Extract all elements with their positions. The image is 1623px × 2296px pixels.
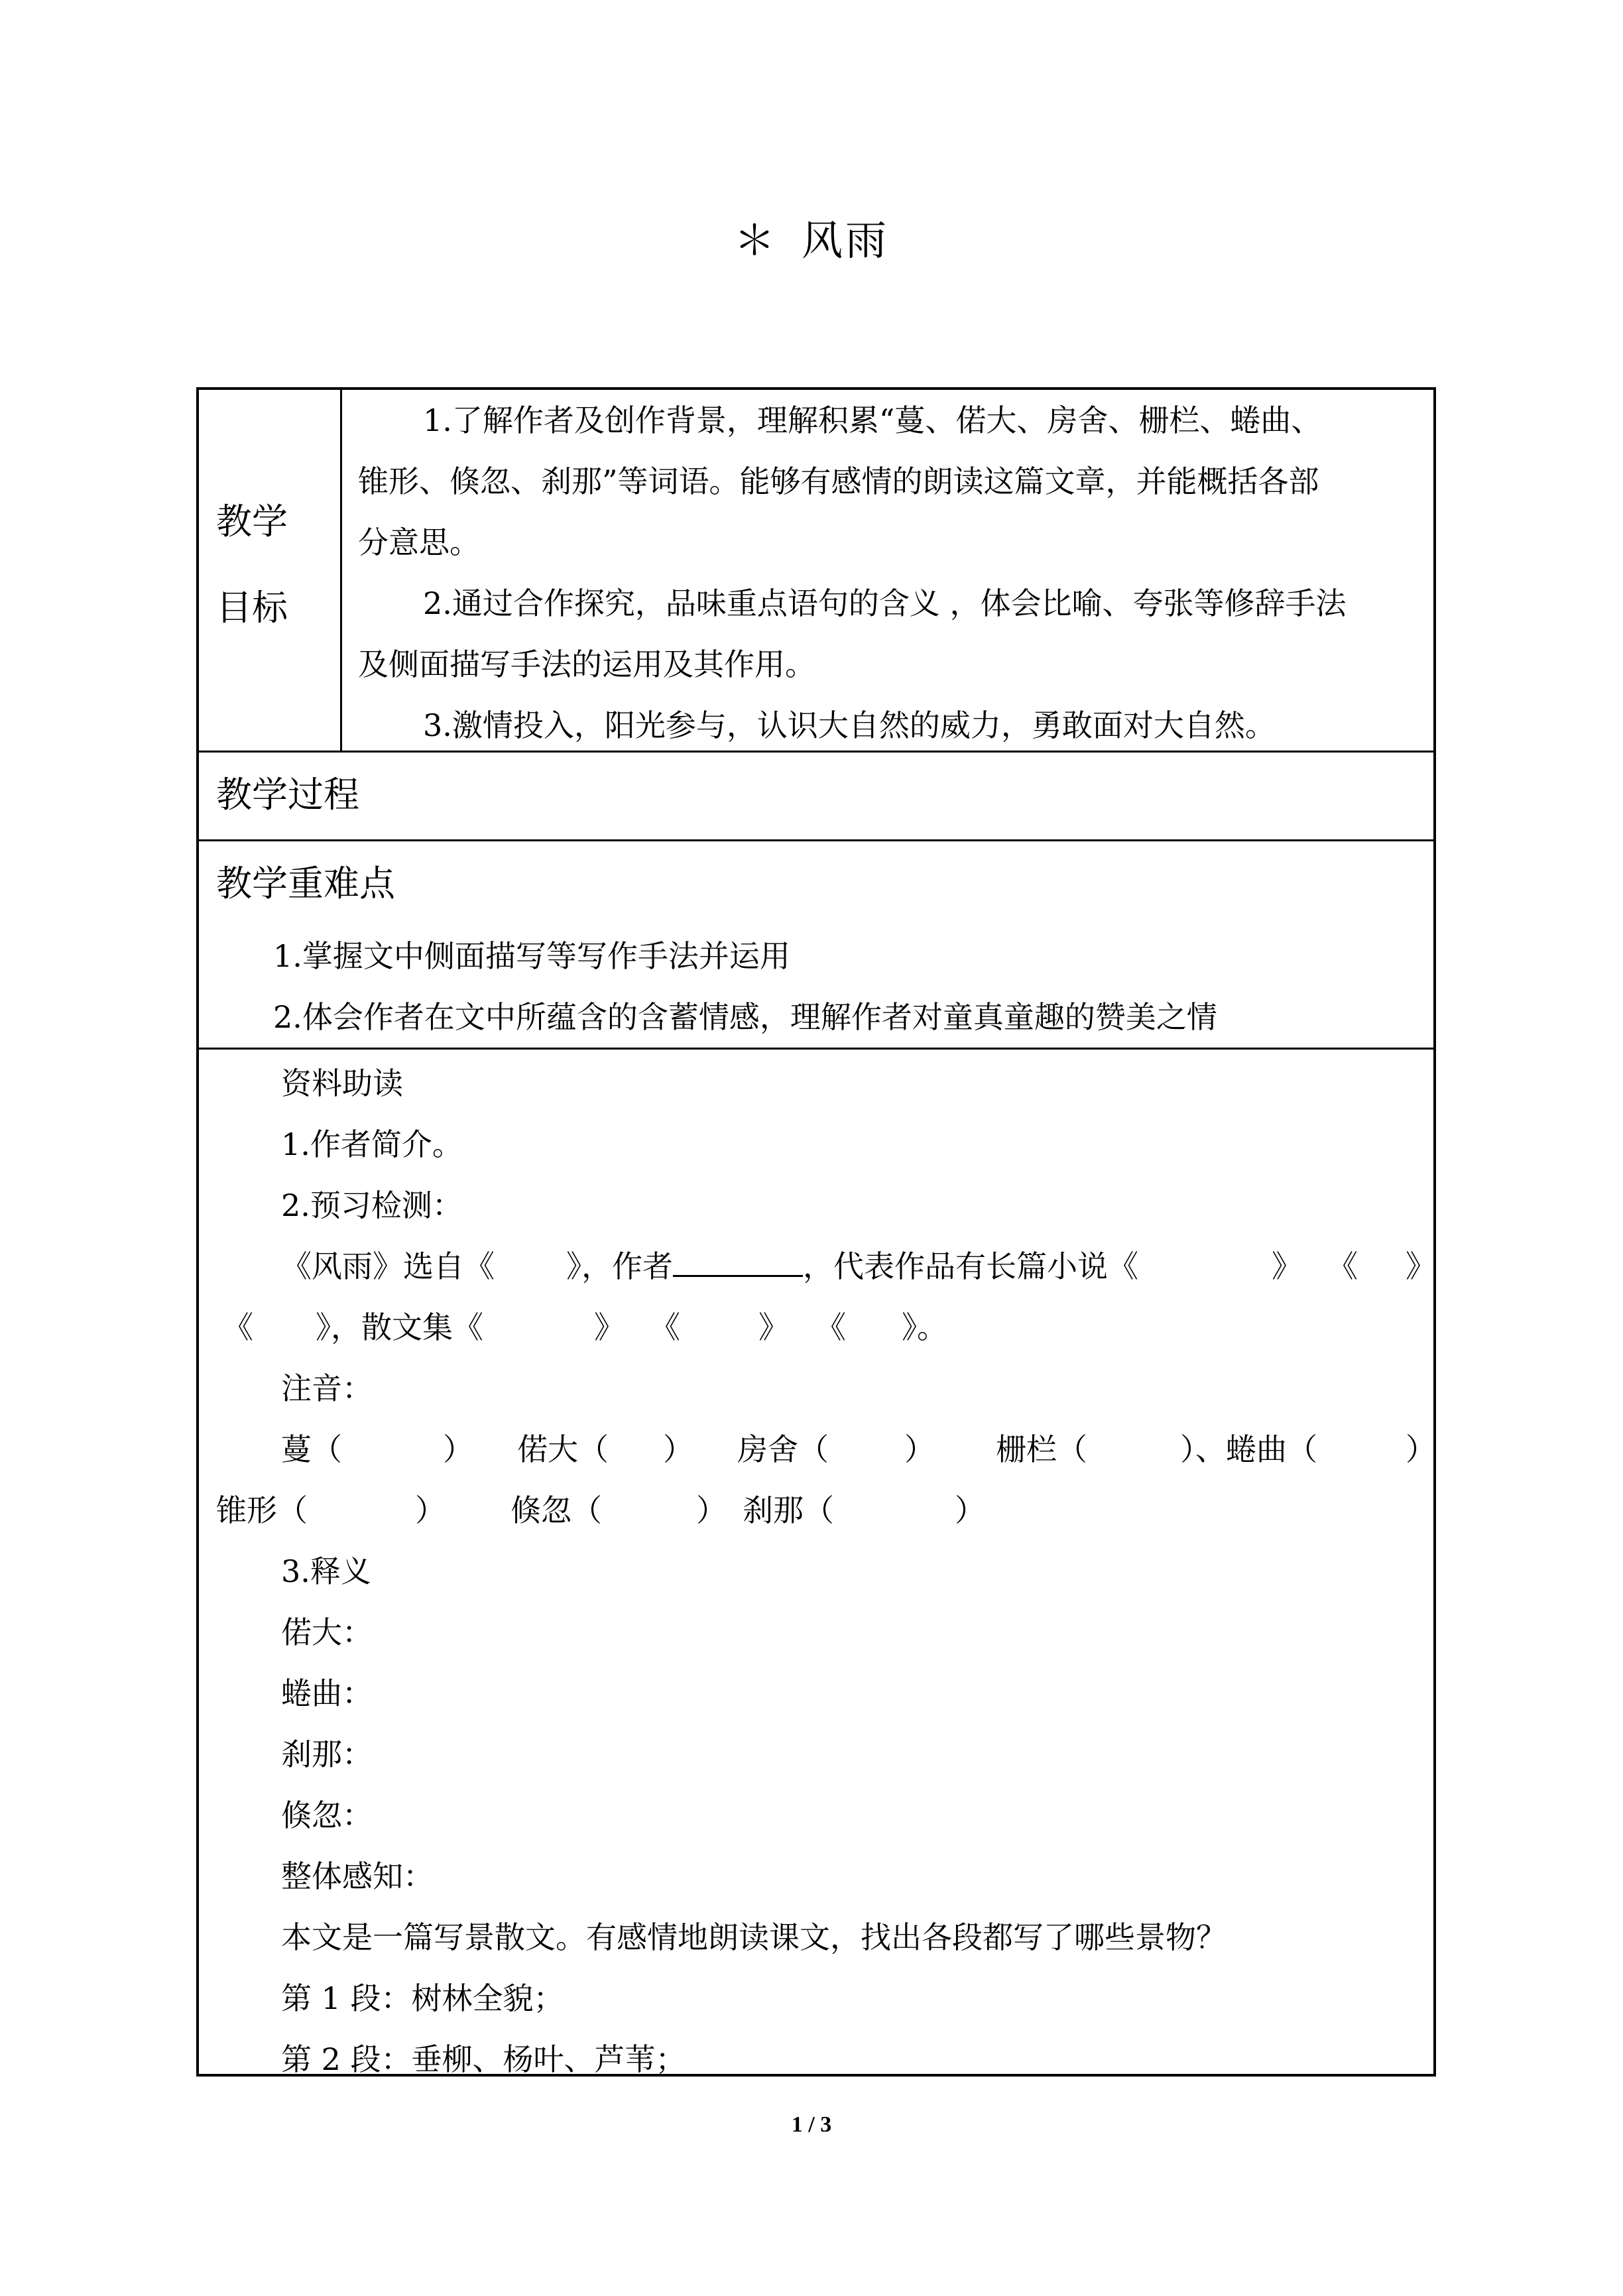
essay-collection-text: 》，散文集《 [316,1309,483,1345]
fill-works-text: ，代表作品有长篇小说《 [803,1248,1138,1284]
keypoints-label: 教学重难点 [216,863,395,904]
pinyin-fangshe: 房舍（ [737,1431,829,1467]
document-title [0,211,1623,271]
fill-source-text: 《风雨》选自《 [281,1248,495,1284]
fill-source-line [281,1236,1138,1297]
title-text: 风雨 [802,216,890,265]
pinyin-ruoda-close: ） [663,1431,693,1467]
objective-1-line-c: 分意思。 [358,524,480,560]
pinyin-zhuixing-close: ） [415,1492,446,1528]
pinyin-zhalan-close-quanqu: ）、蜷曲（ [1180,1431,1317,1467]
pinyin-chana-close: ） [955,1492,985,1528]
paragraph-1-answer: 第 1 段：树林全貌； [281,1980,564,2016]
row-divider-keypoints [199,1048,1433,1050]
definition-ruoda: 偌大： [281,1614,373,1650]
keypoint-1: 1.掌握文中侧面描写等写作手法并运用 [273,938,790,974]
page-number: 1 / 3 [791,2112,832,2137]
pinyin-ruoda: 偌大（ [517,1431,609,1467]
novel-close-1: 》 [1272,1248,1302,1284]
row-divider-process [199,839,1433,841]
title-star: ＊ [733,216,778,265]
pinyin-heading: 注音： [281,1370,373,1406]
pinyin-man-close: ） [443,1431,473,1467]
objectives-label-1: 教学 [216,501,288,542]
objective-1-line-b: 锥形、倏忽、刹那”等词语。能够有感情的朗读这篇文章，并能概括各部 [358,463,1319,499]
explain-heading: 3.释义 [281,1553,371,1589]
lesson-plan-table [196,387,1436,2077]
novel-open-3: 《 [223,1309,253,1345]
essay-close-1: 》 [594,1309,625,1345]
definition-chana: 刹那： [281,1736,373,1772]
novel-close-2: 》 [1406,1248,1436,1284]
process-label: 教学过程 [216,774,359,816]
paragraph-2-answer: 第 2 段：垂柳、杨叶、芦苇； [281,2041,686,2077]
fill-author-text: 》，作者 [566,1248,673,1284]
pinyin-man: 蔓（ [281,1431,342,1467]
pinyin-zhalan: 栅栏（ [996,1431,1087,1467]
author-intro-heading: 1.作者简介。 [281,1126,463,1162]
objectives-label-2: 目标 [216,587,288,629]
objective-1-line-a: 1.了解作者及创作背景，理解积累“蔓、偌大、房舍、栅栏、蜷曲、 [423,402,1322,438]
essay-close-3: 》。 [902,1309,947,1345]
definition-shuhu: 倏忽： [281,1797,373,1833]
novel-open-2: 《 [1327,1248,1358,1284]
objective-2-line-a: 2.通过合作探究，品味重点语句的含义 ，体会比喻、夸张等修辞手法 [423,585,1347,621]
overall-question: 本文是一篇写景散文。有感情地朗读课文，找出各段都写了哪些景物？ [281,1919,1227,1955]
preview-heading: 2.预习检测： [281,1187,463,1223]
keypoint-2: 2.体会作者在文中所蕴含的含蓄情感，理解作者对童真童趣的赞美之情 [273,999,1217,1035]
reading-aid-heading: 资料助读 [281,1065,403,1101]
objective-3: 3.激情投入，阳光参与，认识大自然的威力，勇敢面对大自然。 [423,707,1276,743]
pinyin-chana: 刹那（ [743,1492,834,1528]
essay-open-3: 《 [815,1309,846,1345]
essay-open-2: 《 [650,1309,680,1345]
essay-close-2: 》 [758,1309,789,1345]
objective-2-line-b: 及侧面描写手法的运用及其作用。 [358,646,815,682]
overall-heading: 整体感知： [281,1858,434,1894]
column-divider-objectives [340,390,342,751]
pinyin-shuhu-close: ） [696,1492,727,1528]
definition-quanqu: 蜷曲： [281,1675,373,1711]
pinyin-shuhu: 倏忽（ [511,1492,602,1528]
author-blank[interactable] [673,1240,803,1277]
pinyin-quanqu-close: ） [1406,1431,1436,1467]
pinyin-fangshe-close: ） [904,1431,935,1467]
pinyin-zhuixing: 锥形（ [216,1492,308,1528]
